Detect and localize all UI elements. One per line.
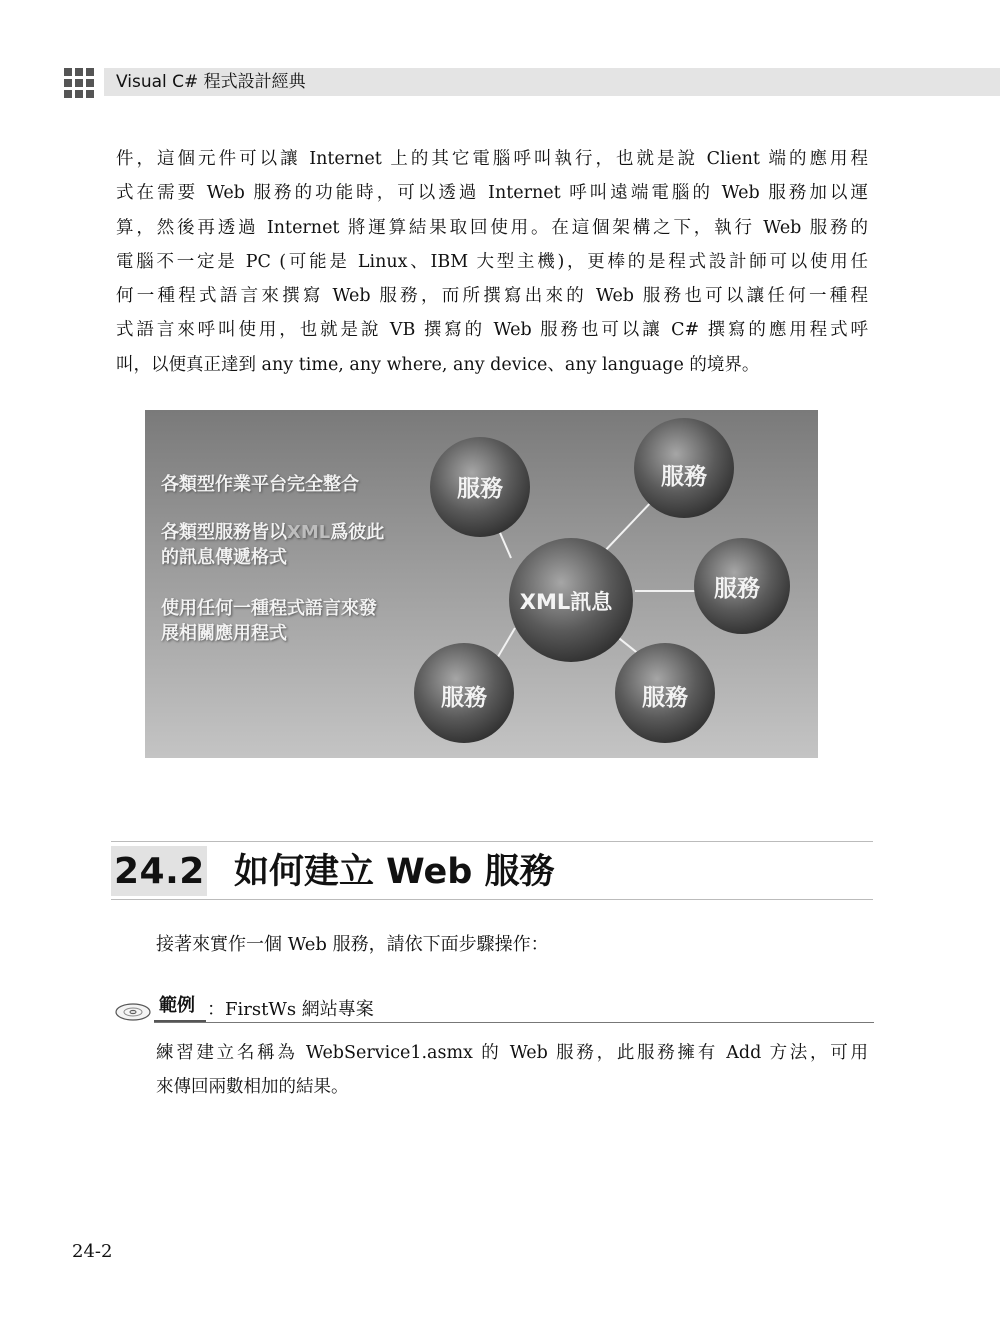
section-title: 如何建立 Web 服務 [234, 852, 555, 892]
paragraph-line: 算，然後再透過 Internet 將運算結果取回使用。在這個架構之下，執行 Web 服務的 [116, 217, 868, 238]
connector-line [600, 498, 655, 556]
example-desc-line: 練習建立名稱為 WebService1.asmx 的 Web 服務，此服務擁有 Add 方法，可用 [156, 1043, 868, 1063]
cd-icon [114, 998, 152, 1022]
example-title: ：FirstWs 網站專案 [207, 999, 374, 1020]
web-service-diagram [145, 410, 818, 758]
section-rule [111, 899, 873, 900]
service-label: 服務 [714, 576, 760, 602]
example-desc-line: 來傳回兩數相加的結果。 [156, 1077, 349, 1097]
paragraph-line: 叫，以便真正達到 any time, any where, any device、any language 的境界。 [116, 354, 760, 375]
diagram-bullet-3 [161, 596, 377, 646]
diagram-bullet-1: 各類型作業平台完全整合 [161, 474, 359, 495]
service-label: 服務 [642, 685, 688, 711]
section-rule [111, 841, 873, 842]
xml-message-label: XML訊息 [519, 590, 613, 614]
diagram-bullet-2 [161, 520, 384, 570]
bullet-2-text: 爲彼此 [330, 522, 385, 543]
paragraph-line: 式在需要 Web 服務的功能時，可以透過 Internet 呼叫遠端電腦的 Web 服務加以運 [116, 183, 868, 204]
bullet-2-text: 的訊息傳遞格式 [161, 547, 287, 568]
paragraph-line: 電腦不一定是 PC (可能是 Linux、IBM 大型主機)，更棒的是程式設計師可以使用任 [116, 251, 868, 272]
example-description [156, 1036, 868, 1104]
service-label: 服務 [441, 685, 487, 711]
service-label: 服務 [661, 464, 707, 490]
intro-text: 接著來實作一個 Web 服務，請依下面步驟操作： [156, 934, 549, 955]
diagram-graphic [145, 410, 818, 758]
service-label: 服務 [457, 476, 503, 502]
bullet-3-text: 展相關應用程式 [161, 623, 287, 644]
paragraph-line: 何一種程式語言來撰寫 Web 服務，而所撰寫出來的 Web 服務也可以讓任何一種程 [116, 286, 868, 307]
bullet-2-xml: XML [287, 522, 331, 543]
page-number: 24-2 [72, 1241, 113, 1262]
book-title: Visual C# 程式設計經典 [116, 72, 306, 92]
bullet-2-text: 各類型服務皆以 [161, 522, 287, 543]
example-label: 範例 [159, 995, 195, 1016]
paragraph-line: 式語言來呼叫使用，也就是說 VB 撰寫的 Web 服務也可以讓 C# 撰寫的應用程式呼 [116, 320, 868, 341]
paragraph-line: 件，這個元件可以讓 Internet 上的其它電腦呼叫執行，也就是說 Client 端的應用程 [116, 149, 868, 169]
section-number: 24.2 [114, 851, 205, 892]
body-paragraph [116, 142, 868, 382]
header-grid-icon [64, 68, 94, 98]
bullet-3-text: 使用任何一種程式語言來發 [161, 598, 377, 619]
